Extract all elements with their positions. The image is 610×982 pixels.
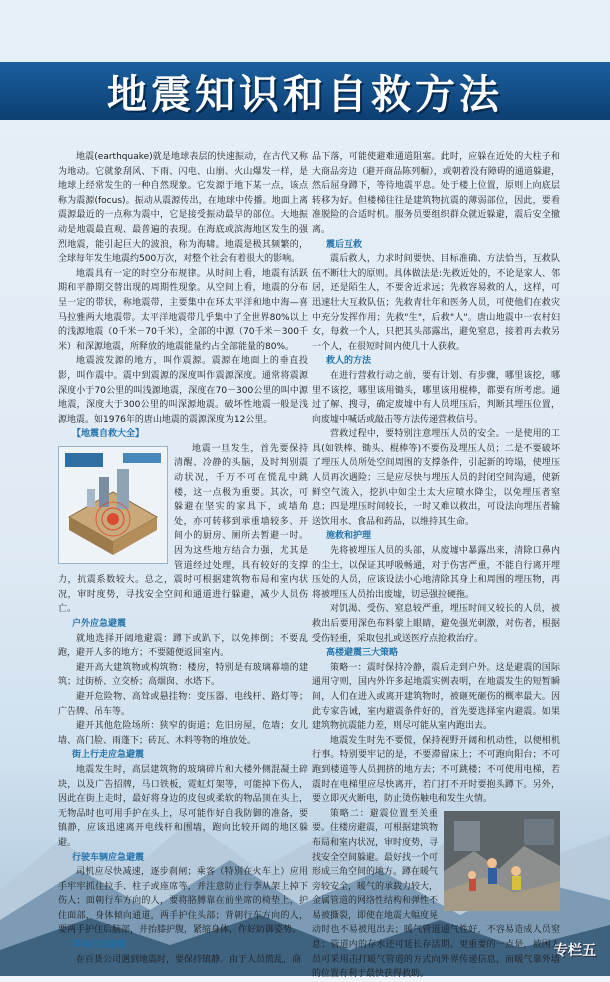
heading-vehicle: 行驶车辆应急避震 — [72, 852, 145, 863]
care-paragraph-2: 对饥渴、受伤、窒息较严重，埋压时间又较长的人员，被救出后要用深色布料蒙上眼睛，避免强光刺激，对伤者，根据受伤轻重，采取包扎或送医疗点抢救治疗。 — [312, 604, 560, 644]
outdoor-paragraph-4: 避开其他危险场所：狭窄的街道；危旧房屋，危墙；女儿墙、高门脸、雨蓬下；砖瓦、木料等物的堆放处。 — [58, 721, 308, 746]
heading-rescue-methods: 救人的方法 — [326, 356, 372, 367]
care-paragraph-1: 先将被埋压人员的头部，从废墟中暴露出来，清除口鼻内的尘土，以保证其呼吸畅通，对于伤害严重，不能自行离开埋压处的人员，应该设法小心地清除其身上和周围的埋压物，再将被埋压人员抬出废墟，切忌强拉硬拖。 — [312, 546, 560, 600]
self-rescue-paragraph: 地震一旦发生，首先要保持清醒、冷静的头脑，及时判别震动状况，千万不可在慌乱中跳楼，这一点极为重要。其次，可躲避在坚实的家具下，或墙角处，亦可转移到承重墙较多、开间小的厨房、厕所去暂避一时。因为这些地方结合力强，尤其是管道经过处理，具有较好的支撑力，抗震系数较大。总之，震时可根据建筑物布局和室内状况，审时度势，寻找安全空间和通道进行躲避，减少人员伤亡。 — [58, 443, 308, 615]
mall-paragraph-continued: 品下落，可能使避难通道阻塞。此时，应躲在近处的大柱子和大商品旁边（避开商品陈列橱），或朝着没有障碍的通道躲避，然后屈身蹲下，等待地震平息。处于楼上位置，原则上向底层转移为好。但楼梯往往是建筑物抗震的薄弱部位，因此，要看准脱险的合适时机。服务员要组织群众就近躲避，震后安全撤离。 — [312, 152, 560, 235]
mall-paragraph: 在百货公司遇到地震时，要保持镇静。由于人员慌乱，商 — [76, 954, 302, 965]
right-column — [312, 150, 560, 982]
highrise-paragraph-2: 地震发生时先不要慌，保持视野开阔和机动性，以便相机行事。特别要牢记的是，不要滞留床上；不可跑向阳台；不可跑到楼道等人员拥挤的地方去；不可跳楼；不可使用电梯，若震时在电梯里应尽快离开，若门打不开时要抱头蹲下。另外，要立即灭火断电，防止烫伤触电和发生火情。 — [312, 735, 560, 805]
outdoor-paragraph-1: 就地选择开阔地避震：蹲下或趴下，以免摔倒；不要乱跑，避开人多的地方；不要随便返回室内。 — [58, 633, 308, 659]
distribution-paragraph: 地震具有一定的时空分布规律。从时间上看，地震有活跃期和平静期交替出现的周期性现象。从空间上看，地震的分布呈一定的带状，称地震带，主要集中在环太平洋和地中海—喜马拉雅两大地震带。太平洋地震带几乎集中了全世界80%以上的浅源地震（0千米－70千米），全部的中源（70千米－300千米）和深源地震，所释放的地震能量约占全部能量的80%。 — [58, 268, 308, 352]
mutual-rescue-paragraph: 震后救人，力求时间要快、目标准确、方法恰当，互救队伍不断壮大的原则。具体做法是:先救近处的，不论是家人、邻居，还是陌生人，不要舍近求远；先救容易救的人，这样，可迅速壮大互救队伍；先救青壮年和医务人员，可使他们在救灾中充分发挥作用；先救"生"，后救"人"。唐山地震中一农村妇女，每救一个人，只把其头部露出，避免窒息，接着再去救另一个人，在很短时间内使几十人获救。 — [312, 254, 560, 352]
outdoor-paragraph-2: 避开高大建筑物或构筑物：楼房，特别是有玻璃幕墙的建筑；过街桥、立交桥；高烟囱、水塔下。 — [58, 662, 308, 688]
rescue-scene-image — [444, 811, 560, 911]
vehicle-paragraph: 司机应尽快减速，逐步刹闸；乘客（特别在火车上）应用手牢牢抓住拉手、柱子或座席等，并注意防止行李从架上掉下伤人；面朝行车方向的人，要将胳膊靠在前坐席的椅垫上，护住面部，身体倾向通道，两手护住头部；背朝行车方向的人，要两手护住后脑部，并抬膝护腹，紧缩身体，作好防御姿势。 — [58, 867, 308, 936]
column-label: 专栏五 — [554, 943, 596, 959]
intro-paragraph: 地震(earthquake)就是地球表层的快速振动，在古代又称为地动。它就象刮风、下雨、闪电、山崩、火山爆发一样，是地球上经常发生的一种自然现象。它发源于地下某一点，该点称为震源(focus)。振动从震源传出，在地球中传播。地面上离震源最近的一点称为震中，它是接受振动最早的部位。大地振动是地震最直观、最普遍的表现。在海底或滨海地区发生的强烈地震，能引起巨大的波浪，称为海啸。地震是极其频繁的，全球每年发生地震约500万次，对整个社会有着很大的影响。 — [58, 152, 308, 265]
title-banner — [0, 62, 610, 120]
heading-mutual-rescue: 震后互救 — [326, 239, 363, 250]
heading-mall: 商场应急避震 — [72, 940, 127, 951]
street-paragraph: 地震发生时，高层建筑物的玻璃碎片和大楼外侧混凝土碎块，以及广告招牌，马口铁板，霓虹灯架等，可能掉下伤人，因此在街上走时，最好将身边的皮包或柔软的物品顶在头上，无物品时也可用手护在头上，尽可能作好自我防御的准备，要镇静，应该迅速离开电线杆和围墙，跑向比较开阔的地区躲避。 — [58, 764, 308, 848]
earthquake-diagram-image — [58, 446, 168, 564]
highrise-paragraph-3: 策略二：避震位置至关重要。住楼房避震，可根据建筑物布局和室内状况，审时度势，寻找安全空间躲避。最好找一个可形成三角空间的地方。蹲在暖气旁较安全，暖气的承载力较大，金属管道的网络性结构和弹性不易被撕裂，即使在地震大幅度晃动时也不易被甩出去；暖气管道通气性好，不容易造成人员窒息；管道内的存水还可延长存活期。更重要的一点是，被困人员可采用击打暖气管道的方式向外界传递信息，而暖气靠外墙的位置有利于最快获得救助。 — [312, 808, 560, 980]
depth-paragraph: 地震波发源的地方，叫作震源。震源在地面上的垂直投影，叫作震中。震中到震源的深度叫作震源深度。通常将震源深度小于70公里的叫浅源地震，深度在70－300公里的叫中源地震，深度大于300公里的叫深源地震。破坏性地震一般是浅源地震。如1976年的唐山地震的震源深度为12公里。 — [58, 356, 308, 425]
heading-highrise: 高楼避震三大策略 — [326, 648, 399, 659]
page-title: 地震知识和自救方法 — [107, 71, 503, 118]
highrise-paragraph-1: 策略一：震时保持冷静，震后走到户外。这是避震的国际通用守则，国内外许多起地震实例表明，在地震发生的短暂瞬间，人们在进入或离开建筑物时，被砸死砸伤的概率最大。因此专家告诫，室内避震条件好的，首先要选择室内避震。如果建筑物抗震能力差，则尽可能从室内跑出去。 — [312, 662, 560, 732]
heading-outdoor: 户外应急避震 — [72, 619, 127, 629]
heading-care: 施救和护理 — [326, 531, 372, 542]
rescue-methods-paragraph-2: 营救过程中，要特别注意埋压人员的安全。一是使用的工具(如铁棒、锄头、棍棒等)不要伤及埋压人员；二是不要破坏了埋压人员所处空间周围的支撑条件，引起新的垮塌，使埋压人员再次遇险；三是应尽快与埋压人员的封闭空间沟通，使新鲜空气流入，挖扒中如尘土太大应喷水降尘，以免埋压者窒息；四是埋压时间较长，一时又难以救出，可设法向埋压者输送饮用水、食品和药品，以维持其生命。 — [312, 429, 560, 527]
rescue-methods-paragraph-1: 在进行营救行动之前，要有计划、有步骤，哪里该挖，哪里不该挖，哪里该用锄头，哪里该用棍棒，都要有所考虑。通过了解、搜寻，确定废墟中有人员埋压后，判断其埋压位置，向废墟中喊话或敲击等方法传递营救信号。 — [312, 370, 560, 425]
left-column — [58, 150, 308, 967]
heading-street: 街上行走应急避震 — [72, 750, 145, 761]
outdoor-paragraph-3: 避开危险物、高耸或悬挂物：变压器、电线杆、路灯等；广告牌、吊车等。 — [58, 691, 308, 717]
section-heading-self-rescue: 【地震自救大全】 — [72, 429, 145, 440]
